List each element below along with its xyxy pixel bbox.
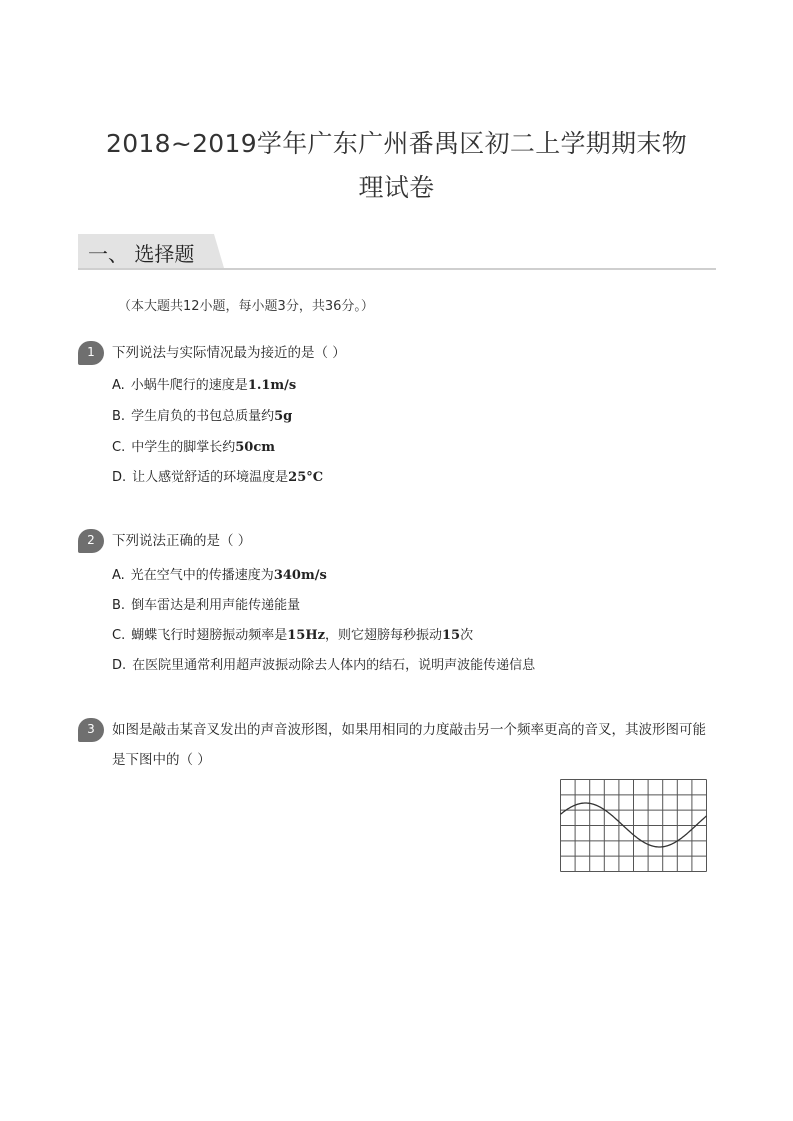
option-letter: A. — [112, 378, 125, 393]
option-letter: B. — [112, 598, 126, 613]
option-d[interactable] — [112, 654, 535, 673]
question-number-badge: 3 — [78, 718, 104, 742]
question-number-badge: 2 — [78, 529, 104, 553]
option-text: 中学生的脚掌长约 — [131, 440, 236, 455]
option-b[interactable] — [112, 405, 292, 424]
option-a[interactable] — [112, 374, 296, 393]
option-value-2: 15 — [442, 628, 461, 643]
option-value: 15Hz — [287, 628, 325, 643]
option-c[interactable] — [112, 624, 473, 643]
option-text: 小蜗牛爬行的速度是 — [130, 378, 248, 393]
option-value: 5g — [274, 409, 293, 424]
option-letter: A. — [112, 568, 125, 583]
option-value: 1.1m/s — [247, 378, 297, 393]
option-value: 50cm — [235, 440, 275, 455]
question-stem: 如图是敲击某音叉发出的声音波形图，如果用相同的力度敲击另一个频率更高的音叉，其波形图可能是下图中的（ ） — [112, 722, 706, 768]
question-number-badge: 1 — [78, 341, 104, 365]
option-c[interactable] — [112, 436, 275, 455]
option-text: 光在空气中的传播速度为 — [130, 568, 274, 583]
title-line-1: 2018~2019学年广东广州番禺区初二上学期期末物 — [106, 129, 687, 158]
option-letter: C. — [112, 440, 126, 455]
page-title — [60, 122, 733, 210]
section-label: 一、 选择题 — [88, 242, 195, 266]
option-letter: B. — [112, 409, 126, 424]
option-text: 让人感觉舒适的环境温度是 — [132, 470, 289, 485]
option-letter: D. — [112, 470, 127, 485]
option-value: 340m/s — [273, 568, 327, 583]
question-stem: 下列说法与实际情况最为接近的是（ ） — [112, 345, 346, 361]
option-b[interactable] — [112, 594, 300, 613]
option-text-after: ，则它翅膀每秒振动 — [325, 628, 443, 643]
question-stem: 下列说法正确的是（ ） — [112, 533, 252, 549]
option-d[interactable] — [112, 466, 323, 485]
option-letter: C. — [112, 628, 126, 643]
title-line-2: 理试卷 — [358, 173, 435, 202]
option-text-after-2: 次 — [460, 628, 474, 643]
section-note: （本大题共12小题，每小题3分，共36分。） — [118, 299, 374, 314]
option-text: 蝴蝶飞行时翅膀振动频率是 — [131, 628, 288, 643]
waveform-figure — [560, 779, 707, 872]
waveform-grid — [561, 780, 707, 872]
section-header — [78, 234, 716, 270]
option-text: 在医院里通常利用超声波振动除去人体内的结石，说明声波能传递信息 — [132, 658, 536, 673]
option-value: 25°C — [288, 470, 324, 485]
option-a[interactable] — [112, 564, 327, 583]
option-letter: D. — [112, 658, 127, 673]
section-divider — [78, 268, 716, 270]
option-text: 学生肩负的书包总质量约 — [131, 409, 275, 424]
option-text: 倒车雷达是利用声能传递能量 — [131, 598, 301, 613]
